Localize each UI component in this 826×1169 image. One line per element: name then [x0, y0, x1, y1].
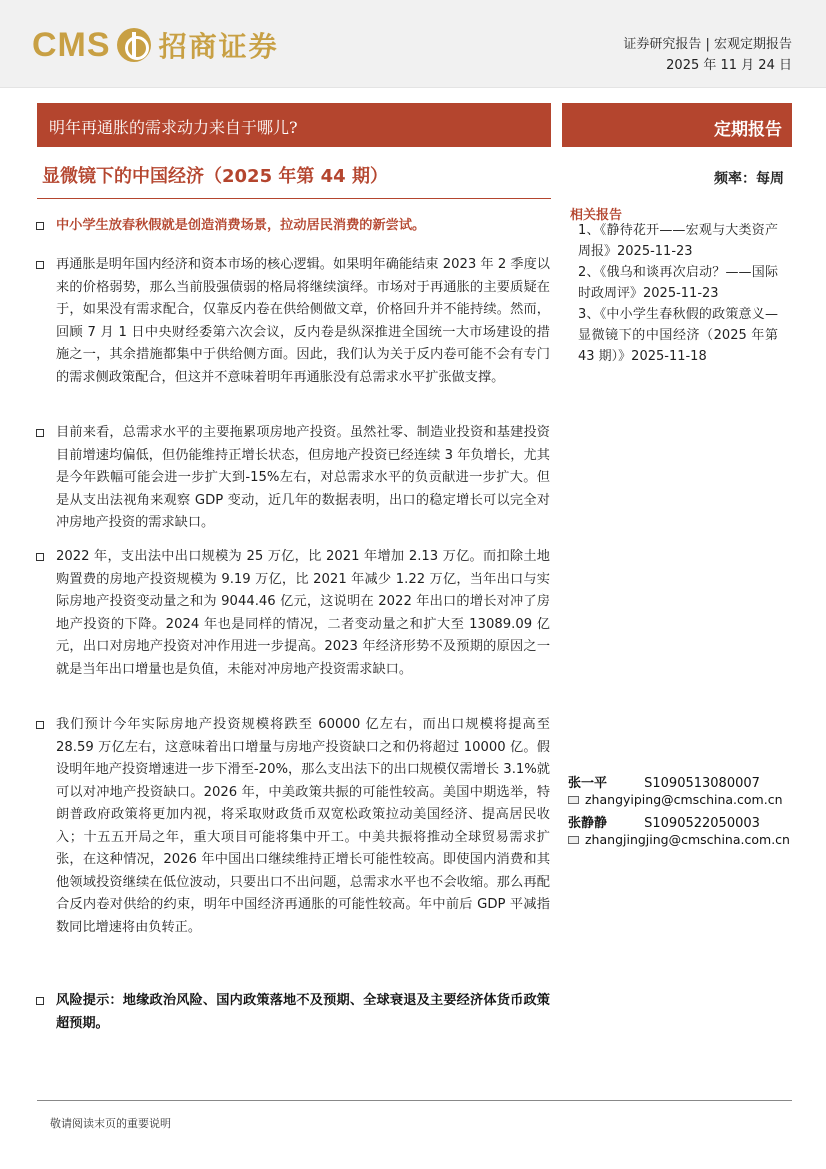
bullet-text: 目前来看，总需求水平的主要拖累项房地产投资。虽然社零、制造业投资和基建投资目前增速均偏低，但仍能维持正增长状态，但房地产投资已经连续 3 年负增长，尤其是今年跌幅可能会进一步扩大到-15%左右，对总需求水平的负贡献进一步扩大。但是从支出法视角来观察 GDP 变动，近几年的数据表明，出口的稳定增长可以完全对冲房地产投资的需求缺口。 — [56, 425, 550, 530]
report-tag-label: 定期报告 — [714, 120, 782, 140]
related-report-link[interactable]: 2、《俄乌和谈再次启动？——国际时政周评》2025-11-23 — [578, 265, 778, 301]
author-name: 张静静 — [568, 816, 608, 831]
author-row — [568, 812, 798, 831]
bullet-item — [36, 714, 550, 939]
cms-logo — [32, 24, 279, 66]
bullet-item — [36, 254, 550, 389]
bullet-text: 再通胀是明年国内经济和资本市场的核心逻辑。如果明年确能结束 2023 年 2 季度以来的价格弱势，那么当前股强债弱的格局将继续演绎。市场对于再通胀的主要质疑在于，如果没有需求配合，仅靠反内卷在供给侧做文章，价格回升并不能持续。然而，回顾 7 月 1 日中央财经委第六次会议，反内卷是纵深推进全国统一大市场建设的措施之一，其余措施都集中于供给侧方面。因此，我们认为关于反内卷可能不会有专门的需求侧政策配合，但这并不意味着明年再通胀没有总需求水平扩张做支撑。 — [56, 257, 550, 385]
author-email-row — [568, 792, 783, 807]
title-divider — [37, 198, 551, 199]
logo-cn-text: 招商证券 — [158, 30, 279, 63]
author-email[interactable]: zhangjingjing@cmschina.com.cn — [585, 832, 790, 847]
footer-divider — [37, 1100, 792, 1101]
report-tag — [562, 103, 792, 147]
related-report-link[interactable]: 1、《静待花开——宏观与大类资产周报》2025-11-23 — [578, 223, 778, 259]
author-row — [568, 772, 798, 791]
related-report-link[interactable]: 3、《中小学生春秋假的政策意义—显微镜下的中国经济（2025 年第 43 期）》2025-11-18 — [578, 307, 778, 364]
frequency-label: 频率：每周 — [714, 171, 784, 187]
subtitle-bar — [37, 103, 551, 147]
bullet-square-icon — [36, 429, 44, 437]
bullet-item — [36, 215, 550, 238]
doc-type: 证券研究报告 | 宏观定期报告 — [623, 37, 792, 52]
page-title: 显微镜下的中国经济（2025 年第 44 期） — [42, 166, 388, 187]
bullet-square-icon — [36, 222, 44, 230]
footer-disclaimer: 敬请阅读末页的重要说明 — [50, 1117, 171, 1130]
bullet-text: 我们预计今年实际房地产投资规模将跌至 60000 亿左右，而出口规模将提高至 28.59 万亿左右，这意味着出口增量与房地产投资缺口之和仍将超过 10000 亿。假设明年地产投资增速进一步下滑至-20%，那么支出法下的出口规模仅需增长 3.1%就可以对冲地产投资缺口。2026 年，中美政策共振的可能性较高。美国中期选举，特朗普政府政策将更加内视，将采取财政货币双宽松政策拉动美国经济、提高居民收入；十五五开局之年，重大项目可能将集中开工。中美共振将推动全球贸易需求扩张，在这种情况，2026 年中国出口继续维持正增长可能性较高。即使国内消费和其他领域投资继续在低位波动，只要出口不出问题，总需求水平也不会收缩。那么再配合反内卷对供给的约束，明年中国经济再通胀的可能性较高。年中前后 GDP 平减指数同比增速将由负转正。 — [56, 717, 550, 935]
bullet-square-icon — [36, 997, 44, 1005]
logo-cms-text: CMS — [32, 25, 111, 64]
doc-date: 2025 年 11 月 24 日 — [666, 58, 792, 73]
bullet-square-icon — [36, 261, 44, 269]
mail-icon — [568, 836, 579, 844]
author-email-row — [568, 832, 790, 847]
mail-icon — [568, 796, 579, 804]
bullet-text: 2022 年，支出法中出口规模为 25 万亿，比 2021 年增加 2.13 万亿。而扣除土地购置费的房地产投资规模为 9.19 万亿，比 2021 年减少 1.22 万亿，当年出口与实际房地产投资变动量之和为 9044.46 亿元，这说明在 2022 年出口的增长对冲了房地产投资的下降。2024 年也是同样的情况，二者变动量之和扩大至 13089.09 亿元，出口对房地产投资对冲作用进一步提高。2023 年经济形势不及预期的原因之一就是当年出口增量也是负值，未能对冲房地产投资需求缺口。 — [56, 549, 550, 677]
author-license-id: S1090513080007 — [644, 776, 760, 791]
subtitle: 明年再通胀的需求动力来自于哪儿? — [49, 118, 298, 137]
bullet-square-icon — [36, 553, 44, 561]
author-email[interactable]: zhangyiping@cmschina.com.cn — [585, 792, 783, 807]
author-name: 张一平 — [568, 776, 608, 791]
bullet-item — [36, 546, 550, 681]
bullet-text: 中小学生放春秋假就是创造消费场景，拉动居民消费的新尝试。 — [56, 218, 426, 233]
logo-emblem-icon — [117, 28, 151, 62]
risk-warning: 风险提示：地缘政治风险、国内政策落地不及预期、全球衰退及主要经济体货币政策超预期。 — [56, 993, 550, 1031]
bullet-square-icon — [36, 721, 44, 729]
bullet-item — [36, 990, 550, 1035]
author-license-id: S1090522050003 — [644, 816, 760, 831]
bullet-item — [36, 422, 550, 535]
related-reports-title: 相关报告 — [570, 208, 623, 223]
